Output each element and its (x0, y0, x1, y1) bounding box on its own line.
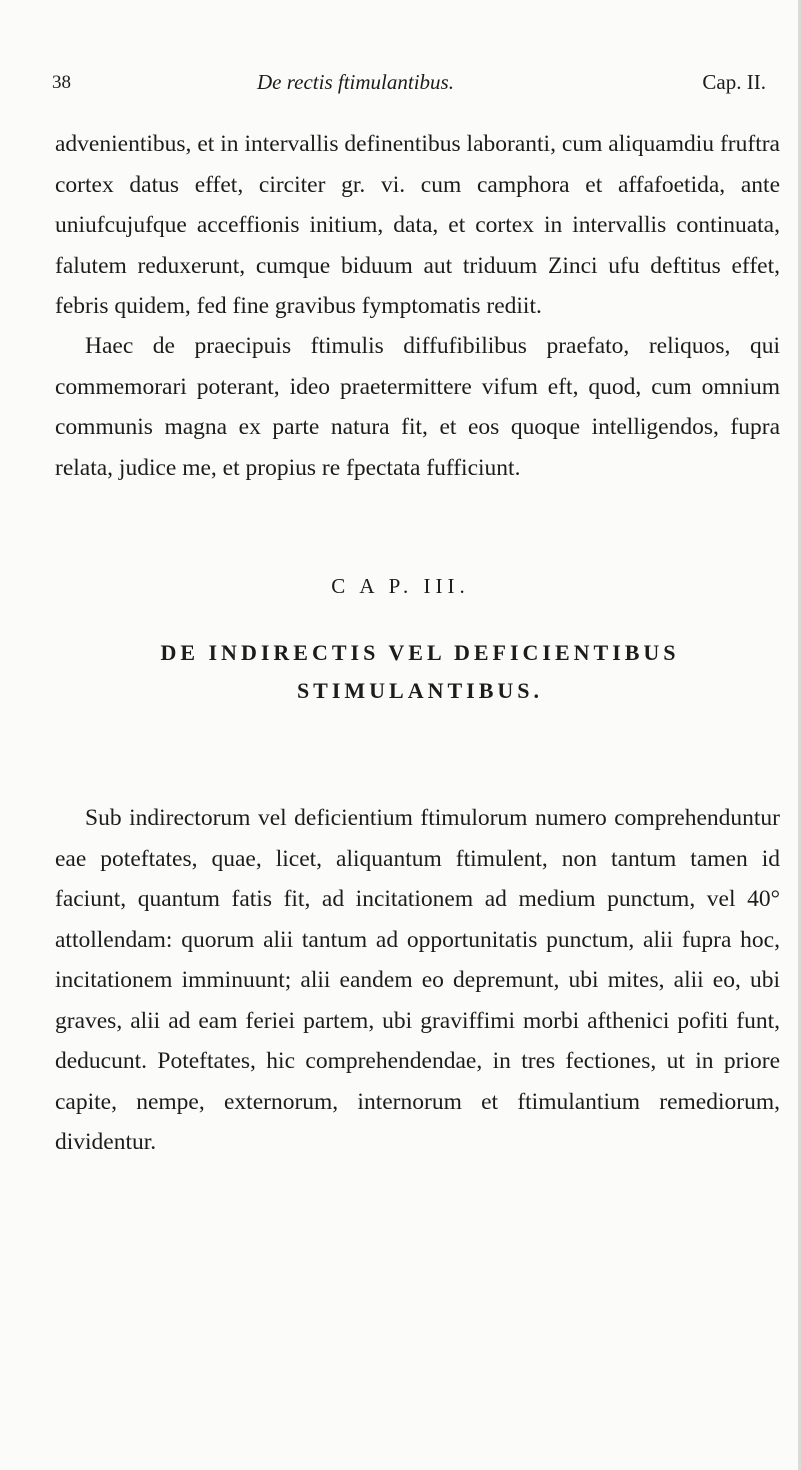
chapter-reference: Cap. II. (702, 70, 766, 94)
chapter-number: C A P. III. (331, 574, 470, 598)
running-header (52, 66, 780, 102)
paragraph-haec: Haec de praecipuis ftimulis diffufibilibus praefato, reliquos, qui commemorari poterant, ideo praetermittere vifum eft, quod, cum omnium communis magna ex parte natura fit, et eos quoque intelligendos, fupra relata, judice me, et propius re fpectata fufficiunt. (55, 333, 780, 481)
running-title: De rectis ftimulantibus. (257, 70, 454, 94)
paragraph-continued: advenientibus, et in intervallis definentibus laboranti, cum aliquamdiu fruftra cortex datus effet, circiter gr. vi. cum camphora et affafoetida, ante uniufcujufque acceffionis initium, data, et cortex in intervallis continuata, falutem reduxerunt, cumque biduum aut triduum Zinci ufu deftitus effet, febris quidem, fed fine gravibus fymptomatis rediit. (55, 131, 780, 319)
chapter-title-line-2: STIMULANTIBUS. (296, 678, 544, 703)
chapter-title (70, 634, 770, 710)
chapter-title-line-1: DE INDIRECTIS VEL DEFICIENTIBUS (160, 640, 680, 665)
page-number: 38 (52, 72, 71, 93)
paragraph-sub-indirectorum: Sub indirectorum vel deficientium ftimulorum numero comprehenduntur eae poteftates, quae, licet, aliquantum ftimulent, non tantum tamen id faciunt, quantum fatis fit, ad incitationem ad medium punctum, vel 40° attollendam: quorum alii tantum ad opportunitatis punctum, alii fupra hoc, incitationem imminuunt; alii eandem eo depremunt, ubi mites, alii eo, ubi graves, alii ad eam feriei partem, ubi graviffimi morbi afthenici pofiti funt, deducunt. Poteftates, hic comprehendendae, in tres fectiones, ut in priore capite, nempe, externorum, internorum et ftimulantium remediorum, dividentur. (55, 805, 780, 1155)
